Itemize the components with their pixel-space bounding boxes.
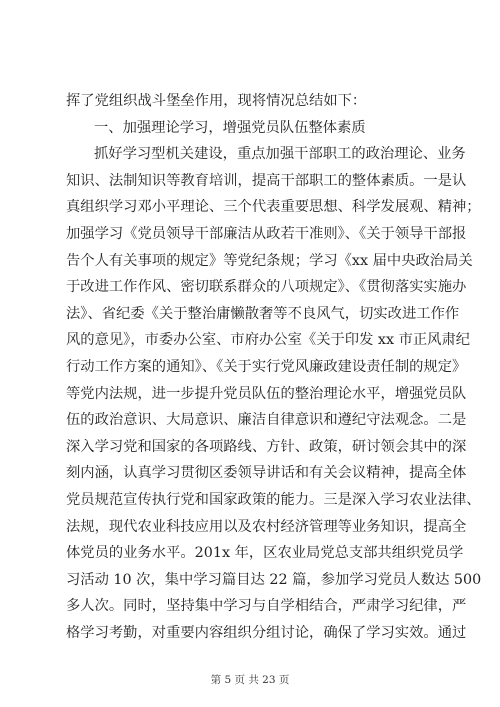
text-line-20: 多人次。同时，坚持集中学习与自学相结合，严肃学习纪律，严	[66, 598, 467, 615]
text-line-10: 风的意见》，市委办公室、市府办公室《关于印发 xx 市正风肃纪	[66, 332, 471, 349]
text-line-17: 法规，现代农业科技应用以及农村经济管理等业务知识，提高全	[66, 518, 467, 535]
text-line-8: 于改进工作作风、密切联系群众的八项规定》、《贯彻落实实施办	[66, 279, 467, 296]
text-line-13: 伍的政治意识、大局意识、廉洁自律意识和遵纪守法观念。二是	[66, 412, 467, 429]
text-line-5: 真组织学习邓小平理论、三个代表重要思想、科学发展观、精神；	[66, 199, 481, 216]
text-line-3: 抓好学习型机关建设，重点加强干部职工的政治理论、业务	[94, 146, 466, 163]
text-line-9: 法》、省纪委《关于整治庸懒散奢等不良风气，切实改进工作作	[66, 305, 460, 322]
text-line-4: 知识、法制知识等教育培训，提高干部职工的整体素质。一是认	[66, 172, 467, 189]
section-heading: 一、加强理论学习，增强党员队伍整体素质	[94, 119, 366, 136]
text-line-19: 习活动 10 次，集中学习篇目达 22 篇，参加学习党员人数达 500	[66, 571, 482, 588]
text-line-11: 行动工作方案的通知》、《关于实行党风廉政建设责任制的规定》	[66, 358, 467, 375]
text-line-15: 刻内涵，认真学习贯彻区委领导讲话和有关会议精神，提高全体	[66, 465, 467, 482]
body-text	[66, 88, 482, 646]
text-line-16: 党员规范宣传执行党和国家政策的能力。三是深入学习农业法律、	[66, 491, 481, 508]
text-line-6: 加强学习《党员领导干部廉洁从政若干准则》、《关于领导干部报	[66, 225, 467, 242]
text-line-21: 格学习考勤，对重要内容组织分组讨论，确保了学习实效。通过	[66, 624, 467, 641]
text-line-1: 挥了党组织战斗堡垒作用，现将情况总结如下：	[66, 93, 367, 109]
text-line-7: 告个人有关事项的规定》等党纪条规；学习《xx 届中央政治局关	[66, 252, 473, 269]
page-number-footer: 第 5 页 共 23 页	[210, 674, 290, 686]
text-line-18: 体党员的业务水平。201x 年，区农业局党总支部共组织党员学	[66, 545, 464, 562]
text-line-14: 深入学习党和国家的各项路线、方针、政策，研讨领会其中的深	[66, 438, 467, 455]
text-line-12: 等党内法规，进一步提升党员队伍的整治理论水平，增强党员队	[66, 385, 467, 402]
